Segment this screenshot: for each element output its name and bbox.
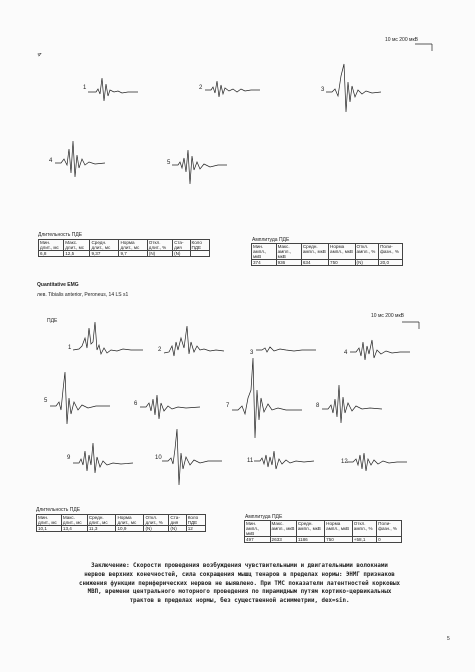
table4-cell: 750 bbox=[325, 537, 353, 543]
table3-header: Норма длит., мс bbox=[116, 515, 144, 526]
muscle-label: лев. Tibialis anterior, Peroneus, 14 LS s1 bbox=[37, 292, 129, 298]
table3-header: Средн. длит., мс bbox=[87, 515, 116, 526]
table2-header: Откл. ампл., % bbox=[355, 244, 379, 260]
table4-cell: 497 bbox=[245, 537, 271, 543]
wave-label-b3: 3 bbox=[250, 350, 254, 356]
wave-label-b2: 2 bbox=[158, 347, 162, 353]
qemg-title: Quantitative EMG bbox=[37, 282, 79, 288]
table1-cell bbox=[190, 251, 209, 257]
table3-cell: (N) bbox=[144, 526, 169, 532]
muap-waveform-b8 bbox=[322, 375, 382, 430]
muap-waveform-b6 bbox=[140, 385, 200, 425]
pde-label: ПДЕ bbox=[47, 318, 58, 324]
table3-title: Длительность ПДЕ bbox=[36, 507, 81, 513]
table1-header: Откл. длит., % bbox=[147, 240, 172, 251]
page-number: 5 bbox=[447, 636, 450, 642]
table2-cell: 936 bbox=[276, 260, 301, 266]
wave-label-4: 4 bbox=[49, 158, 53, 164]
table4-cell: 1186 bbox=[296, 537, 324, 543]
table2-header: Мин. ампл., мкВ bbox=[252, 244, 277, 260]
muap-waveform-b11 bbox=[254, 445, 314, 475]
table3-cell: (N) bbox=[169, 526, 186, 532]
muap-waveform-4 bbox=[55, 135, 105, 185]
wave-label-b7: 7 bbox=[226, 403, 230, 409]
calibration-bar-bottom bbox=[402, 320, 422, 330]
wave-label-3: 3 bbox=[321, 87, 325, 93]
conclusion-line: Заключение: Скорости проведения возбуждения чувствительными и двигательными волокнами bbox=[91, 563, 388, 569]
duration-table-bottom bbox=[36, 514, 206, 532]
table1-header: Ста- дия bbox=[173, 240, 190, 251]
table2-cell: 750 bbox=[329, 260, 356, 266]
muap-waveform-b2 bbox=[164, 320, 224, 375]
table4-title: Амплитуда ПДЕ bbox=[245, 514, 283, 520]
table3-cell: 10,1 bbox=[37, 526, 62, 532]
table1-title: Длительность ПДЕ bbox=[38, 232, 83, 238]
table2-cell: (N) bbox=[355, 260, 379, 266]
table1-cell: (N) bbox=[173, 251, 190, 257]
table1-header: Средн. длит., мс bbox=[90, 240, 119, 251]
muap-waveform-b10 bbox=[162, 425, 222, 490]
wave-label-2: 2 bbox=[199, 85, 203, 91]
wave-label-5: 5 bbox=[167, 160, 171, 166]
table1-header: Коло ПДЕ bbox=[190, 240, 209, 251]
duration-table-top bbox=[38, 239, 210, 257]
amplitude-table-bottom bbox=[244, 520, 402, 543]
conclusion-text bbox=[32, 562, 447, 606]
table4-cell: 0 bbox=[377, 537, 402, 543]
table3-header: Макс. длит., мс bbox=[61, 515, 87, 526]
table1-header: Мин. длит., мс bbox=[39, 240, 64, 251]
table4-header: Мин. ампл., мкВ bbox=[245, 521, 271, 537]
wave-label-b11: 11 bbox=[247, 458, 254, 464]
table2-cell: 374 bbox=[252, 260, 277, 266]
table3-header: Ста- дия bbox=[169, 515, 186, 526]
muap-waveform-b12 bbox=[347, 445, 407, 475]
muap-waveform-b5 bbox=[50, 370, 110, 430]
table1-cell: 9,37 bbox=[90, 251, 119, 257]
conclusion-line: МВП, времени центрального моторного проведения по пирамидным путям кортико-цервикальных bbox=[87, 589, 392, 596]
table2-header: Макс. ампл., мкВ bbox=[276, 244, 301, 260]
conclusion-line: трактов в пределах нормы, без существенной асимметрии, dex=sin. bbox=[129, 598, 350, 605]
wave-label-1: 1 bbox=[83, 85, 87, 91]
table1-cell: 6,8 bbox=[39, 251, 64, 257]
table3-cell: 13,4 bbox=[61, 526, 87, 532]
table2-header: Поли- фазн., % bbox=[379, 244, 403, 260]
table1-cell: 9,7 bbox=[119, 251, 147, 257]
wave-label-b12: 12 bbox=[341, 459, 348, 465]
handwritten-mark: 4 bbox=[35, 51, 42, 59]
table3-cell: 12 bbox=[186, 526, 205, 532]
table4-header: Откл. ампл., % bbox=[352, 521, 376, 537]
muap-waveform-b4 bbox=[350, 330, 410, 370]
wave-label-b5: 5 bbox=[44, 398, 48, 404]
amplitude-table-top bbox=[251, 243, 403, 266]
scale-label-bottom: 10 мс 200 мкВ bbox=[371, 313, 404, 319]
table3-header: Мин. длит., мс bbox=[37, 515, 62, 526]
table1-cell: 12,5 bbox=[64, 251, 90, 257]
wave-label-b6: 6 bbox=[134, 401, 138, 407]
conclusion-line: снижения функции периферических нервов не выявлено. При ТМС показатели латентностей корковых bbox=[78, 580, 401, 587]
wave-label-b4: 4 bbox=[344, 350, 348, 356]
table4-header: Макс. ампл., мкВ bbox=[270, 521, 296, 537]
table2-header: Средн. ампл., мкВ bbox=[301, 244, 328, 260]
table2-cell: 634 bbox=[301, 260, 328, 266]
muap-waveform-2 bbox=[205, 75, 260, 105]
conclusion-line: нервов верхних конечностей, сила сокращения мышц тенаров в пределах нормы: ЭНМГ признаков bbox=[84, 571, 395, 578]
muap-waveform-5 bbox=[172, 140, 227, 190]
table1-cell: (N) bbox=[147, 251, 172, 257]
muap-waveform-3 bbox=[326, 62, 381, 122]
table4-cell: 2633 bbox=[270, 537, 296, 543]
table1-header: Норма длит., мс bbox=[119, 240, 147, 251]
wave-label-b9: 9 bbox=[67, 455, 71, 461]
muap-waveform-b9 bbox=[73, 435, 133, 480]
wave-label-b8: 8 bbox=[316, 403, 320, 409]
table4-cell: +58,1 bbox=[352, 537, 376, 543]
muap-waveform-b7 bbox=[232, 350, 302, 445]
table3-header: Коло ПДЕ bbox=[186, 515, 205, 526]
table3-header: Откл. длит., % bbox=[144, 515, 169, 526]
wave-label-b1: 1 bbox=[68, 345, 72, 351]
table4-header: Средн. ампл., мкВ bbox=[296, 521, 324, 537]
table2-title: Амплитуда ПДЕ bbox=[252, 237, 290, 243]
table3-cell: 11,3 bbox=[87, 526, 116, 532]
muap-waveform-1 bbox=[88, 70, 138, 110]
table1-header: Макс. длит., мс bbox=[64, 240, 90, 251]
table4-header: Поли- фазн., % bbox=[377, 521, 402, 537]
wave-label-b10: 10 bbox=[155, 455, 162, 461]
table4-header: Норма ампл., мкВ bbox=[325, 521, 353, 537]
scale-label-top: 10 мс 200 мкВ bbox=[385, 37, 418, 43]
table2-cell: 20,0 bbox=[379, 260, 403, 266]
table3-cell: 10,9 bbox=[116, 526, 144, 532]
table2-header: Норма ампл., мкВ bbox=[329, 244, 356, 260]
calibration-bar-top bbox=[415, 42, 435, 52]
